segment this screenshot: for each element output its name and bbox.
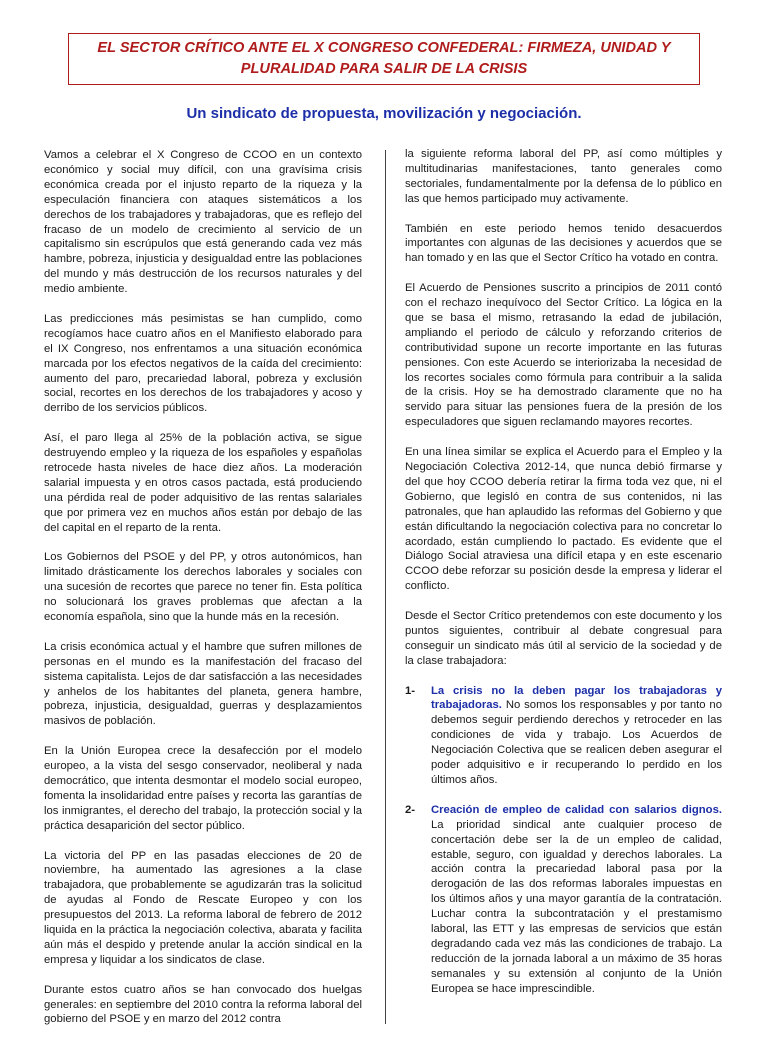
point-lead: Creación de empleo de calidad con salarios dignos. [431,803,722,816]
paragraph: Durante estos cuatro años se han convocado dos huelgas generales: en septiembre del 2010 contra la reforma laboral del gobierno del PSOE y en marzo del 2012 contra [44,983,362,1026]
left-column [44,148,362,1042]
paragraph: Los Gobiernos del PSOE y del PP, y otros autonómicos, han limitado drásticamente los derechos laborales y sociales con una sucesión de recortes que parece no tener fin. Esta política no solucionará los graves problemas que afectan a la economía española, sino que la hunde más en la recesión. [44,551,362,624]
paragraph: la siguiente reforma laboral del PP, así como múltiples y multitudinarias manifestaciones, tanto generales como sectoriales, fundamentalmente por la defensa de lo público en las que hemos participado muy activamente. [405,148,722,205]
paragraph: En una línea similar se explica el Acuerdo para el Empleo y la Negociación Colectiva 2012-14, que nunca debió firmarse y del que hoy CCOO debería retirar la firma toda vez que, ni el Gobierno, que legisló en contra de sus contenidos, ni las patronales, que han aplaudido las reformas del Gobierno y que están dificultando la negociación colectiva para no concretar lo acordado, están cumpliendo lo pactado. Es evidente que el Diálogo Social atraviesa una difícil etapa y en este escenario CCOO debe reforzar su posición desde la empresa y liderar el conflicto. [405,446,722,593]
document-subtitle: Un sindicato de propuesta, movilización y negociación. [186,105,582,122]
point-body [431,684,722,788]
point-lead: La crisis no la deben pagar los trabajadoras y trabajadoras. [431,684,722,712]
paragraph: Así, el paro llega al 25% de la población activa, se sigue destruyendo empleo y la riqueza de los españoles y españolas retrocede hasta niveles de hace diez años. La moderación salarial impuesta y en otros casos pactada, está produciendo una pérdida real de poder adquisitivo de las rentas salariales que por primera vez en muchos años están por debajo de las del capital en el reparto de la renta. [44,432,362,534]
paragraph: En la Unión Europea crece la desafección por el modelo europeo, a la vista del sesgo conservador, neoliberal y nada democrático, que intenta desmontar el modelo social europeo, fomenta la insolidaridad entre países y recorta las garantías de los inmigrantes, el derecho del trabajo, la protección social y la práctica desaparición del sector público. [44,745,362,832]
point-number: 1- [405,684,416,697]
paragraph: Las predicciones más pesimistas se han cumplido, como recogíamos hace cuatro años en el Manifiesto elaborado para el IX Congreso, nos enfrentamos a una situación económica marcada por los efectos negativos de la caída del crecimiento: aumento del paro, precariedad laboral, pobreza y exclusión social, recortes en los derechos de los trabajadores y acoso y derribo de los servicios públicos. [44,312,362,415]
column-divider [385,150,386,1024]
title-box [68,33,700,85]
paragraph: La victoria del PP en las pasadas elecciones de 20 de noviembre, ha aumentado las agresiones a la clase trabajadora, que probablemente se agudizarán tras la solicitud de ayudas al Fondo de Rescate Europeo y con los presupuestos del 2013. La reforma laboral de febrero de 2012 liquida en la práctica la negociación colectiva, abarata y facilita aún más el despido y pretende anular la acción sindical en la empresa y liquidar a los sindicatos de clase. [44,849,362,966]
paragraph: La crisis económica actual y el hambre que sufren millones de personas en el mundo es la manifestación del fracaso del sistema capitalista. Lejos de dar satisfacción a las necesidades y anhelos de los habitantes del planeta, genera hambre, pobreza, injusticia, desigualdad, guerras y desplazamientos masivos de población. [44,640,362,728]
document-title: EL SECTOR CRÍTICO ANTE EL X CONGRESO CONFEDERAL: FIRMEZA, UNIDAD Y PLURALIDAD PARA SALIR DE LA CRISIS [97,40,671,77]
right-column [405,147,722,1011]
paragraph: Desde el Sector Crítico pretendemos con este documento y los puntos siguientes, contribuir al debate congresual para conseguir un sindicato más útil al servicio de la sociedad y de la clase trabajadora: [405,610,722,667]
point-item [405,803,722,997]
paragraph: También en este periodo hemos tenido desacuerdos importantes con algunas de las decisiones y acuerdos que se han tomado y en las que el Sector Crítico ha votado en contra. [405,222,722,265]
point-body [431,803,722,997]
paragraph: El Acuerdo de Pensiones suscrito a principios de 2011 contó con el rechazo inequívoco del Sector Crítico. La lógica en la que se basa el mismo, retrasando la edad de jubilación, ampliando el periodo de cálculo y reforzando criterios de contributividad supone un recorte importante en las futuras pensiones. Con este Acuerdo se interiorizaba la necesidad de los recortes sociales como fórmula para contribuir a la salida de la crisis. Hoy se ha demostrado claramente que no ha servido para situar las pensiones fuera de la presión de los especuladores que siguen reclamando mayores recortes. [405,282,722,429]
paragraph: Vamos a celebrar el X Congreso de CCOO en un contexto económico y social muy difícil, con una gravísima crisis económica creada por el injusto reparto de la riqueza y la especulación financiera con ataques sistemáticos a los derechos de los trabajadores y trabajadoras, que es reflejo del fracaso de un modelo de crecimiento al servicio de un capitalismo sin escrúpulos que está generando cada vez más hambre, pobreza, injusticia y desigualdad entre las poblaciones del mundo y más destrucción de los recursos naturales y del medio ambiente. [44,149,362,296]
point-text: No somos los responsables y por tanto no debemos seguir perdiendo derechos y retroceder en las condiciones de vida y trabajo. Los Acuerdos de Negociación Colectiva que se realicen deben asegurar el poder adquisitivo e ir recuperando lo perdido en los últimos años. [431,699,722,786]
point-text: La prioridad sindical ante cualquier proceso de concertación debe ser la de un empleo de calidad, estable, seguro, con igualdad y derechos laborales. La acción contra la precariedad laboral pasa por la derogación de las dos reformas laborales impuestas en los últimos años y una mayor garantía de la contratación. Luchar contra la subcontratación y el prestamismo laboral, las ETT y las empresas de servicios que están degradando cada vez más las condiciones de trabajo. La reducción de la jornada laboral a un máximo de 35 horas semanales y su extensión al conjunto de la Unión Europea se hace imprescindible. [431,818,722,995]
point-number: 2- [405,803,416,816]
point-item [405,684,722,788]
